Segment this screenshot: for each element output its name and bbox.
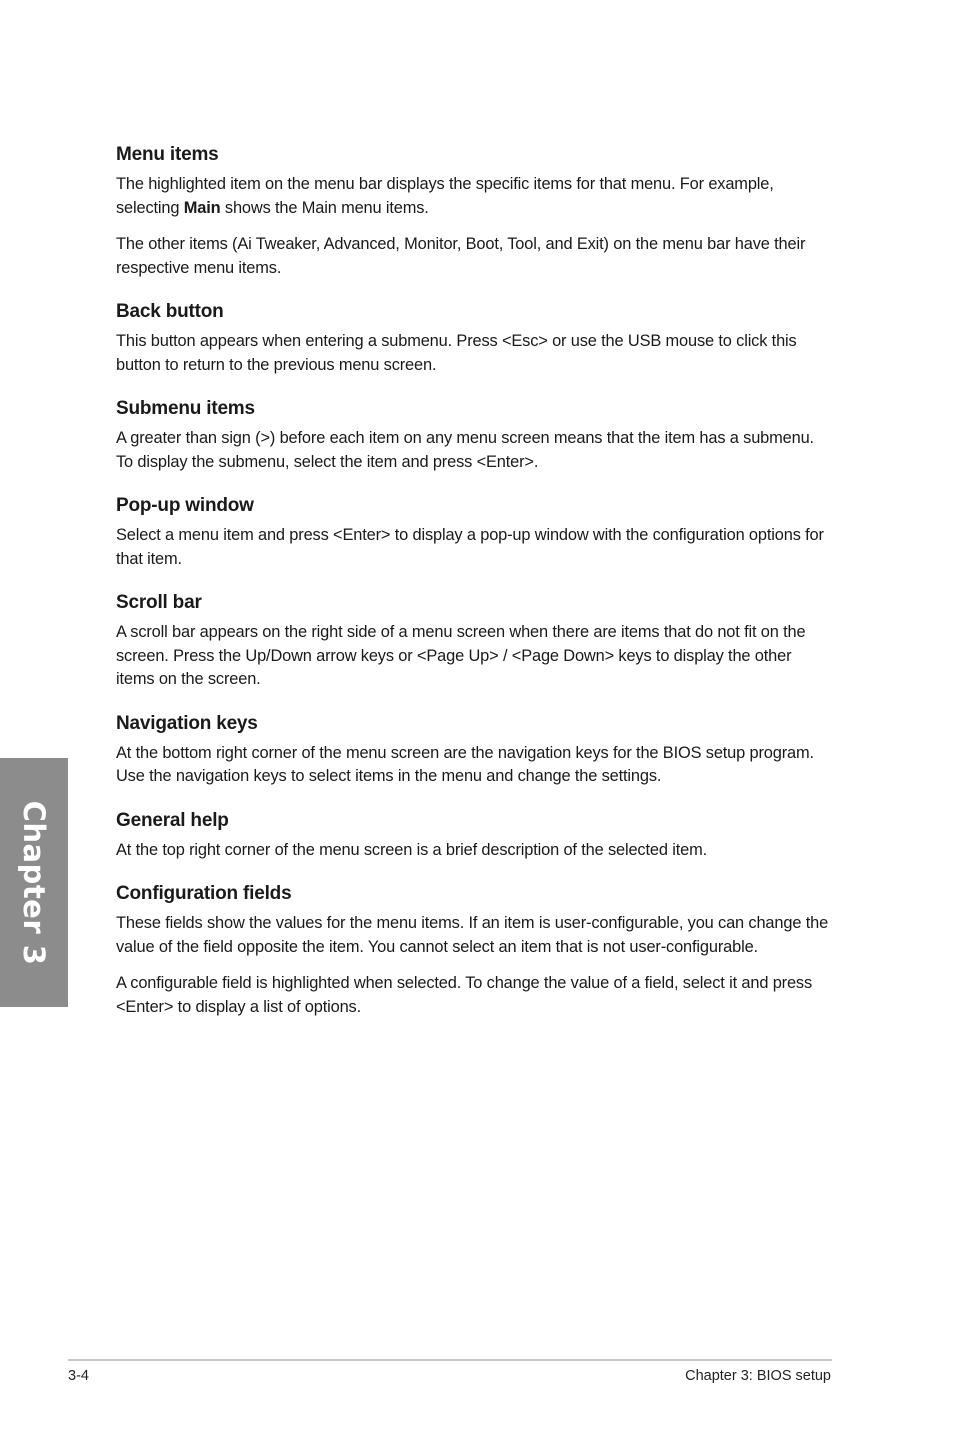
paragraph-text: Select a menu item and press <Enter> to display a pop-up window with the configuration options for that item. [116, 526, 824, 568]
section-paragraph [116, 173, 834, 220]
section [116, 712, 834, 789]
section-paragraph [116, 233, 834, 280]
section-heading: Scroll bar [116, 592, 202, 613]
section [116, 809, 834, 863]
section-paragraph [116, 742, 834, 789]
section-paragraph [116, 972, 834, 1019]
section-paragraph [116, 427, 834, 474]
paragraph-text: The other items (Ai Tweaker, Advanced, Monitor, Boot, Tool, and Exit) on the menu bar have their respective menu items. [116, 235, 806, 277]
section [116, 143, 834, 280]
paragraph-text: At the top right corner of the menu screen is a brief description of the selected item. [116, 840, 707, 859]
section-heading: Menu items [116, 144, 219, 165]
emphasis-text: Main [183, 198, 221, 217]
paragraph-text: shows the Main menu items. [220, 198, 429, 217]
section-paragraph [116, 839, 834, 863]
section [116, 494, 834, 571]
paragraph-text: A greater than sign (>) before each item on any menu screen means that the item has a submenu. To display the submenu, select the item and press <Enter>. [116, 429, 814, 471]
section [116, 300, 834, 377]
paragraph-text: The highlighted item on the menu bar displays the specific items for that menu. For example, selecting [116, 175, 774, 217]
section [116, 591, 834, 692]
section [116, 397, 834, 474]
section-paragraph [116, 330, 834, 377]
section-heading: General help [116, 809, 229, 831]
page-number: 3-4 [68, 1368, 89, 1384]
section-paragraph [116, 621, 834, 692]
section-heading: Configuration fields [116, 883, 292, 904]
chapter-side-tab [0, 758, 68, 1007]
section-heading: Navigation keys [116, 712, 258, 734]
paragraph-text: A scroll bar appears on the right side of a menu screen when there are items that do not fit on the screen. Press the Up/Down arrow keys or <Page Up> / <Page Down> keys to display the other items on the screen. [116, 623, 806, 688]
paragraph-text: These fields show the values for the menu items. If an item is user-configurable, you can change the value of the field opposite the item. You cannot select an item that is not user-configurable. [116, 914, 829, 956]
paragraph-text: At the bottom right corner of the menu screen are the navigation keys for the BIOS setup program. Use the navigation keys to select items in the menu and change the settings. [116, 743, 814, 785]
section-heading: Back button [116, 301, 224, 322]
paragraph-text: A configurable field is highlighted when selected. To change the value of a field, select it and press <Enter> to display a list of options. [116, 974, 813, 1016]
footer-chapter-title: Chapter 3: BIOS setup [685, 1368, 831, 1384]
paragraph-text: This button appears when entering a submenu. Press <Esc> or use the USB mouse to click this button to return to the previous menu screen. [116, 332, 797, 374]
section-heading: Submenu items [116, 398, 255, 419]
footer-divider [68, 1359, 832, 1361]
section-heading: Pop-up window [116, 495, 254, 516]
section-paragraph [116, 524, 834, 571]
chapter-side-tab-label: Chapter 3 [17, 800, 51, 965]
section [116, 882, 834, 1019]
document-body [116, 143, 834, 1019]
section-paragraph [116, 912, 834, 959]
